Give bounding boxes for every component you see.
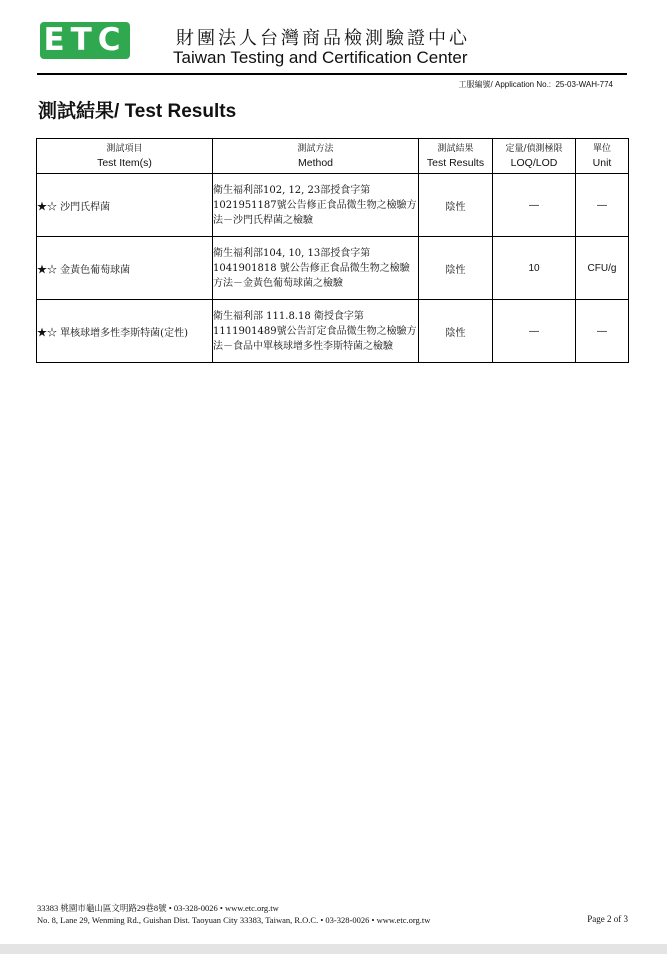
unit-cell: — (576, 300, 629, 363)
table-row (37, 174, 629, 237)
loq-cell: — (493, 300, 576, 363)
loq-cell: — (493, 174, 576, 237)
page-title-en: / Test Results (114, 101, 237, 122)
method-cell: 衛生福利部 111.8.18 衛授食字第1111901489號公告訂定食品微生物之檢驗方法－食品中單核球增多性李斯特菌之檢驗 (213, 300, 419, 363)
method-cell: 衛生福利部104, 10, 13部授食字第1041901818 號公告修正食品微生物之檢驗方法－金黃色葡萄球菌之檢驗 (213, 237, 419, 300)
page-title (38, 96, 236, 123)
page-title-zh: 測試結果 (38, 100, 115, 122)
etc-logo: ETC (40, 22, 130, 59)
test-results-table (36, 138, 629, 363)
footer-address-en: No. 8, Lane 29, Wenming Rd., Guishan Dist. Taoyuan City 33383, Taiwan, R.O.C. • 03-328-0026 • www.etc.org.tw (37, 915, 431, 925)
header-unit: 單位 Unit (576, 139, 629, 174)
unit-cell: — (576, 174, 629, 237)
test-item-cell: ★☆ 單核球增多性李斯特菌(定性) (37, 300, 213, 363)
result-cell: 陰性 (419, 300, 493, 363)
header-method: 測試方法 Method (213, 139, 419, 174)
page-number: Page 2 of 3 (587, 914, 628, 924)
org-name-zh: 財團法人台灣商品檢測驗證中心 (176, 28, 470, 49)
unit-cell: CFU/g (576, 237, 629, 300)
viewer-bottom-bar (0, 944, 667, 954)
result-cell: 陰性 (419, 237, 493, 300)
table-row (37, 300, 629, 363)
loq-cell: 10 (493, 237, 576, 300)
application-number (459, 79, 613, 90)
test-item-cell: ★☆ 金黃色葡萄球菌 (37, 237, 213, 300)
org-name-en: Taiwan Testing and Certification Center (173, 48, 468, 67)
application-no-value: 25-03-WAH-774 (555, 80, 613, 89)
test-item-cell: ★☆ 沙門氏桿菌 (37, 174, 213, 237)
application-label-zh: 工服編號 (458, 80, 491, 89)
header-divider (37, 73, 627, 75)
table-header-row (37, 139, 629, 174)
table-row (37, 237, 629, 300)
header-loq-lod: 定量/偵測極限 LOQ/LOD (493, 139, 576, 174)
header-test-results: 測試結果 Test Results (419, 139, 493, 174)
application-label-en: / Application No.: (490, 80, 552, 89)
footer-address-zh: 33383 桃園市龜山區文明路29巷8號 • 03-328-0026 • www.etc.org.tw (37, 903, 279, 913)
header-test-item: 測試項目 Test Item(s) (37, 139, 213, 174)
result-cell: 陰性 (419, 174, 493, 237)
method-cell: 衛生福利部102, 12, 23部授食字第1021951187號公告修正食品微生物之檢驗方法－沙門氏桿菌之檢驗 (213, 174, 419, 237)
